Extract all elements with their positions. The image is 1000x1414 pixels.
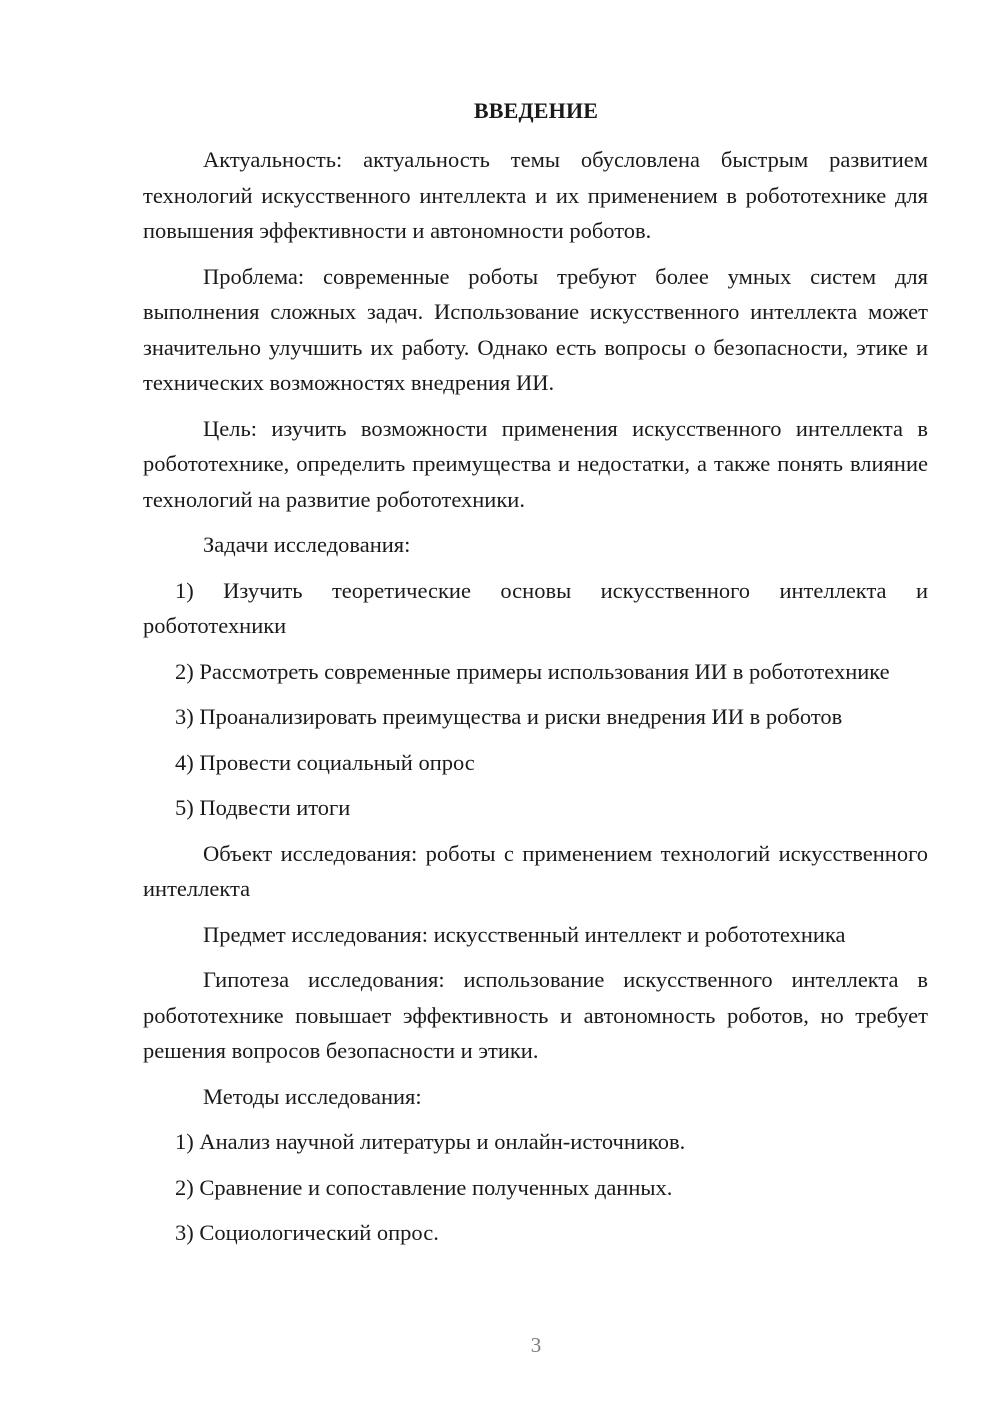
paragraph-relevance: Актуальность: актуальность темы обусловлена быстрым развитием технологий искусственного интеллекта и их применением в робототехнике для повышения эффективности и автономности роботов. [143, 147, 928, 243]
list-item-method-1: 1) Анализ научной литературы и онлайн-источников. [175, 1129, 686, 1154]
paragraph-hypothesis: Гипотеза исследования: использование искусственного интеллекта в робототехнике повышает эффективность и автономность роботов, но требует решения вопросов безопасности и этики. [143, 967, 928, 1063]
paragraph-subject: Предмет исследования: искусственный интеллект и робототехника [203, 921, 846, 947]
list-item-task-3: 3) Проанализировать преимущества и риски внедрения ИИ в роботов [175, 704, 843, 729]
list-item-task-2: 2) Рассмотреть современные примеры использования ИИ в робототехнике [175, 658, 890, 684]
paragraph-methods-heading: Методы исследования: [203, 1083, 422, 1109]
list-item-task-4: 4) Провести социальный опрос [175, 749, 475, 775]
body-text [143, 142, 928, 1261]
list-item-task-1: 1) Изучить теоретические основы искусственного интеллекта и робототехники [143, 577, 928, 638]
page-number: 3 [530, 1333, 542, 1357]
paragraph-goal: Цель: изучить возможности применения искусственного интеллекта в робототехнике, определить преимущества и недостатки, а также понять влияние технологий на развитие робототехники. [143, 415, 928, 512]
paragraph-tasks-heading: Задачи исследования: [203, 532, 411, 557]
paragraph-problem: Проблема: современные роботы требуют более умных систем для выполнения сложных задач. Использование искусственного интеллекта может значительно улучшить их работу. Однако есть вопросы о безопасности, этике и технических возможностях внедрения ИИ. [143, 263, 928, 395]
section-heading: ВВЕДЕНИЕ [473, 98, 599, 123]
list-item-method-2: 2) Сравнение и сопоставление полученных данных. [175, 1174, 673, 1200]
list-item-task-5: 5) Подвести итоги [175, 795, 351, 820]
paragraph-object: Объект исследования: роботы с применением технологий искусственного интеллекта [143, 840, 928, 901]
list-item-method-3: 3) Социологический опрос. [175, 1220, 439, 1245]
